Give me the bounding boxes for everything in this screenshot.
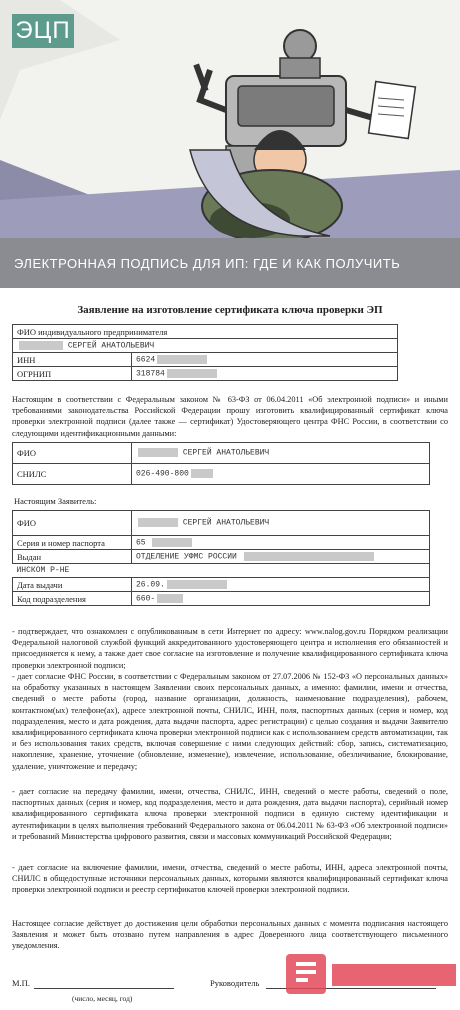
passport-label: Серия и номер паспорта	[13, 536, 132, 550]
cert-fio-label: ФИО	[13, 443, 132, 464]
ogrnip-label: ОГРНИП	[13, 367, 132, 381]
date-signature-line	[34, 988, 174, 989]
division-code-value: 660-	[132, 592, 430, 606]
stamp-label: М.П.	[12, 978, 30, 988]
entrepreneur-header: ФИО индивидуального предпринимателя	[13, 325, 398, 339]
snils-label: СНИЛС	[13, 464, 132, 485]
issued-continuation: ИНСКОМ Р-НЕ	[13, 564, 430, 578]
inn-value: 6624	[132, 353, 398, 367]
applicant-fio-label: ФИО	[13, 511, 132, 536]
applicant-label: Настоящим Заявитель:	[14, 496, 97, 506]
validity-paragraph: Настоящее согласие действует до достижения цели обработки персональных данных с момента подписания настоящего Заявления и может быть отозвано путем направления в адрес Доверенного лица соответствующего письменного уведомления.	[12, 919, 448, 951]
document-title: Заявление на изготовление сертификата ключа проверки ЭП	[77, 304, 383, 316]
watermark-logo	[282, 936, 460, 1010]
issued-label: Выдан	[13, 550, 132, 564]
applicant-fio-value: СЕРГЕЙ АНАТОЛЬЕВИЧ	[132, 511, 430, 536]
banner-title: ЭЛЕКТРОННАЯ ПОДПИСЬ ДЛЯ ИП: ГДЕ И КАК ПОЛУЧИТЬ	[14, 255, 401, 271]
head-label: Руководитель	[210, 978, 260, 988]
intro-paragraph: Настоящим в соответствии с Федеральным законом № 63-ФЗ от 06.04.2011 «Об электронной подписи» и иными требованиями законодательства Российской Федерации прошу изготовить квалифицированный сертификат ключа проверки электронной подписи (далее также — сертификат) Удостоверяющего центра ФНС России, в соответствии со следующими идентификационными данными:	[12, 395, 448, 438]
ogrnip-value: 318784	[132, 367, 398, 381]
certificate-data-table	[12, 442, 430, 485]
division-code-label: Код подразделения	[13, 592, 132, 606]
hero-illustration	[0, 0, 460, 238]
article-banner	[0, 238, 460, 288]
applicant-table	[12, 510, 430, 606]
issue-date-value: 26.09.	[132, 578, 430, 592]
issued-value: ОТДЕЛЕНИЕ УФМС РОССИИ	[132, 550, 430, 564]
issue-date-label: Дата выдачи	[13, 578, 132, 592]
passport-value: 65	[132, 536, 430, 550]
entrepreneur-fio: СЕРГЕЙ АНАТОЛЬЕВИЧ	[13, 339, 398, 353]
entrepreneur-table	[12, 324, 398, 381]
consent-paragraph-3: - дает согласие на передачу фамилии, имени, отчества, СНИЛС, ИНН, сведений о месте работы, сведений о поле, паспортных данных (серия и номер, код подразделения, место и дата рождения, дата выдачи паспорта), серийный номер квалифицированного сертификата ключа проверки электронной подписи в единую систему идентификации и аутентификации в целях выполнения требований Федерального закона от 06.04.2011 № 63-ФЗ «Об электронной подписи» и требований Министерства цифрового развития, связи и массовых коммуникаций Российской Федерации;	[12, 787, 448, 841]
snils-value: 026-490-800	[132, 464, 430, 485]
cert-fio-value: СЕРГЕЙ АНАТОЛЬЕВИЧ	[132, 443, 430, 464]
badge: ЭЦП	[12, 14, 74, 48]
date-caption: (число, месяц, год)	[72, 994, 133, 1003]
consent-paragraph-2: - дает согласие ФНС России, в соответствии с Федеральным законом от 27.07.2006 № 152-ФЗ «О персональных данных» на обработку указанных в настоящем Заявлении своих персональных данных, а именно: фамилии, имени и отчества, сведений о месте работы (город, название организации, должность, наименование подразделения), рабочем, контактном(ых) телефоне(ах), адресе электронной почты, СНИЛС, ИНН, поля, паспортных данных (серия и номер, код подразделения, место и дата рождения, дата выдачи паспорта, адрес регистрации) с целью создания и выдачи Заявителю квалифицированного сертификата ключа проверки электронной подписи как с использованием средств автоматизации, так и без использования таких средств, включая совершение с ними следующих действий: сбор, запись, систематизацию, накопление, хранение, уточнение (обновление, изменение), извлечение, использование, обезличивание, блокирование, удаление, уничтожение и передачу;	[12, 672, 448, 771]
consent-paragraph-4: - дает согласие на включение фамилии, имени, отчества, сведений о месте работы, ИНН, адреса электронной почты, СНИЛС в общедоступные источники персональных данных, которыми являются квалифицированный сертификат ключа проверки электронной подписи и реестр сертификатов ключей проверки электронной подписи.	[12, 863, 448, 895]
inn-label: ИНН	[13, 353, 132, 367]
application-document	[0, 296, 460, 1010]
consent-paragraph-1: - подтверждает, что ознакомлен с опубликованным в сети Интернет по адресу: www.nalog.gov.ru Порядком реализации Федеральной налоговой службой функций аккредитованного удостоверяющего центра и исполнения его обязанностей и присоединяется к нему, а также дает свое согласие на изготовление и получение квалифицированного сертификата ключа проверки электронной подписи;	[12, 627, 448, 670]
